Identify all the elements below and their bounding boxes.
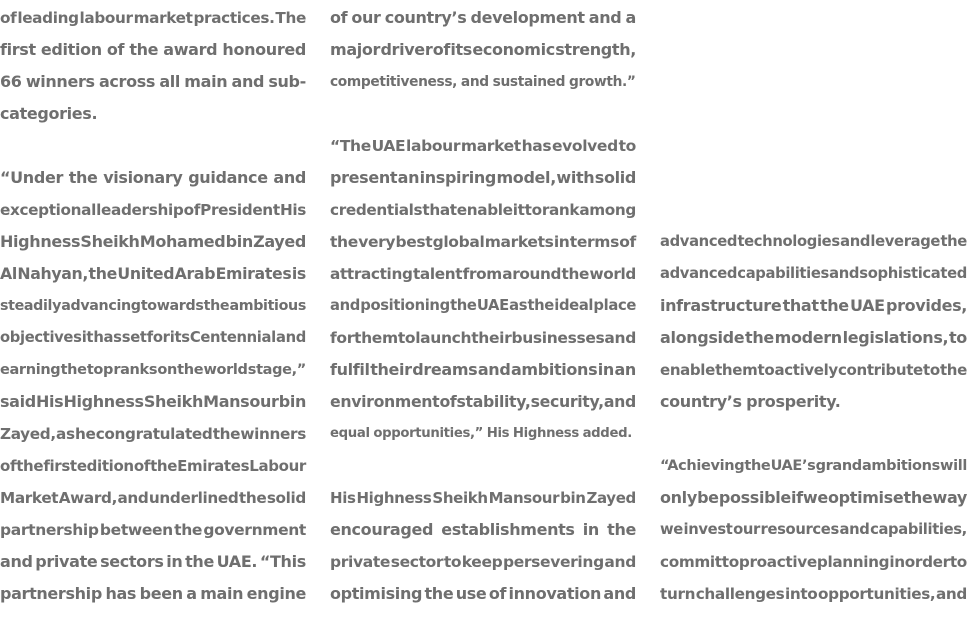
text-line: Market Award, and underlined the solid (0, 489, 306, 507)
text-line: enable them to actively contribute to the (660, 361, 967, 379)
article-column-2 (330, 2, 636, 610)
text-line: country’s prosperity. (660, 392, 841, 411)
text-line: first edition of the award honoured (0, 40, 306, 59)
paragraph-gap (0, 130, 306, 162)
article-paragraph (330, 482, 636, 610)
paragraph-gap (660, 418, 967, 450)
text-line: credentials that enable it to rank among (330, 201, 636, 219)
article-column-1 (0, 2, 306, 610)
text-line: “The UAE labour market has evolved to (330, 137, 636, 155)
text-line: categories. (0, 104, 98, 123)
text-line: for them to launch their businesses and (330, 329, 636, 347)
text-line: steadily advancing towards the ambitious (0, 298, 306, 314)
text-line: Highness Sheikh Mohamed bin Zayed (0, 232, 306, 251)
text-line: commit to proactive planning in order to (660, 553, 967, 571)
text-line: turn challenges into opportunities, and (660, 585, 967, 603)
text-line: encouraged establishments in the (330, 520, 636, 539)
text-line: major driver of its economic strength, (330, 40, 636, 59)
article-paragraph (660, 450, 967, 610)
text-line: partnership has been a main engine (0, 584, 306, 603)
paragraph-gap (330, 98, 636, 130)
text-line: exceptional leadership of President His (0, 201, 306, 219)
paragraph-gap (330, 450, 636, 482)
text-line: advanced capabilities and sophisticated (660, 265, 967, 282)
text-line: said His Highness Sheikh Mansour bin (0, 392, 306, 411)
article-paragraph (660, 226, 967, 418)
text-line: attracting talent from around the world (330, 265, 636, 283)
text-line: of our country’s development and a (330, 8, 636, 27)
text-line: “Under the visionary guidance and (0, 168, 306, 187)
text-line: private sector to keep persevering and (330, 553, 636, 571)
article-column-3 (660, 2, 967, 610)
text-line: equal opportunities,” His Highness added. (330, 426, 632, 441)
text-line: only be possible if we optimise the way (660, 488, 967, 507)
text-line: of the first edition of the Emirates Labour (0, 457, 306, 475)
text-line: Al Nahyan, the United Arab Emirates is (0, 264, 306, 283)
text-line: earning the top ranks on the world stage,” (0, 362, 306, 378)
text-line: fulfil their dreams and ambitions in an (330, 360, 636, 379)
text-line: we invest our resources and capabilities, (660, 521, 967, 538)
article-paragraph (0, 162, 306, 610)
text-line: optimising the use of innovation and (330, 584, 636, 603)
text-line: and positioning the UAE as the ideal place (330, 297, 636, 314)
text-line: present an inspiring model, with solid (330, 168, 636, 187)
article-paragraph (0, 2, 306, 130)
text-line: of leading labour market practices. The (0, 9, 306, 27)
text-line: advanced technologies and leverage the (660, 233, 967, 250)
text-line: 66 winners across all main and sub- (0, 72, 306, 91)
text-line: His Highness Sheikh Mansour bin Zayed (330, 489, 636, 507)
text-line: and private sectors in the UAE. “This (0, 552, 306, 571)
text-line: infrastructure that the UAE provides, (660, 296, 967, 315)
article-paragraph (330, 2, 636, 98)
article-paragraph (330, 130, 636, 450)
text-line: objectives it has set for its Centennial and (0, 329, 306, 346)
text-line: Zayed, as he congratulated the winners (0, 425, 306, 443)
text-line: the very best global markets in terms of (330, 233, 636, 251)
text-line: environment of stability, security, and (330, 392, 636, 411)
column-top-spacer (660, 2, 967, 226)
text-line: competitiveness, and sustained growth.” (330, 74, 636, 90)
text-line: “Achieving the UAE’s grand ambitions will (660, 458, 967, 474)
text-line: alongside the modern legislations, to (660, 328, 967, 347)
text-line: partnership between the government (0, 521, 306, 539)
